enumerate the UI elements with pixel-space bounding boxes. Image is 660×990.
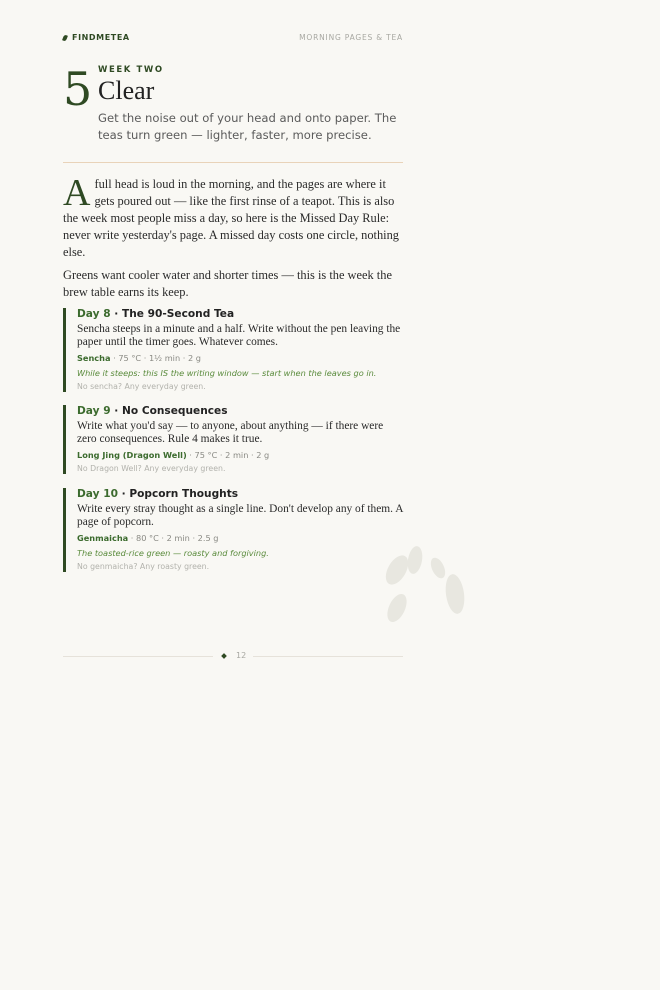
- leaf-icon: [62, 34, 68, 41]
- day-card-9: [63, 405, 403, 474]
- day-title: No Consequences: [122, 405, 228, 417]
- tea-note: While it steeps: this IS the writing window — start when the leaves go in.: [77, 368, 377, 378]
- tea-substitute: No Dragon Well? Any everyday green.: [77, 464, 226, 473]
- chapter-week: WEEK TWO: [98, 65, 164, 75]
- tea-name: Genmaicha: [77, 533, 129, 543]
- day-prompt: Write every stray thought as a single line. Don't develop any of them. A page of popcorn.: [77, 503, 403, 528]
- tea-brew: 80 °C · 2 min · 2.5 g: [135, 533, 219, 543]
- day-card-8: [63, 308, 403, 392]
- chapter-lede: Get the noise out of your head and onto paper. The teas turn green — lighter, faster, more precise.: [98, 111, 397, 142]
- tea-substitute: No genmaicha? Any roasty green.: [77, 562, 210, 571]
- brand[interactable]: [63, 33, 130, 42]
- tea-brew: 75 °C · 2 min · 2 g: [194, 450, 270, 460]
- footer-rule: [253, 656, 403, 657]
- tea-brew: 75 °C · 1½ min · 2 g: [118, 353, 201, 363]
- day-prompt: Sencha steeps in a minute and a half. Write without the pen leaving the paper until the timer goes. Whatever comes.: [77, 323, 401, 348]
- day-heading: Day 8 · The 90-Second Tea: [77, 308, 235, 320]
- tea-note: The toasted-rice green — roasty and forgiving.: [77, 548, 269, 558]
- day-title: Popcorn Thoughts: [129, 488, 239, 500]
- day-number: Day 9: [77, 405, 111, 417]
- chapter-title: Clear: [98, 76, 155, 105]
- diamond-icon: [221, 653, 227, 659]
- footer-rule: [63, 656, 213, 657]
- day-number: Day 10: [77, 488, 118, 500]
- page-number: 12: [236, 651, 247, 660]
- tea-spec: Long Jing (Dragon Well) · 75 °C · 2 min · 2 g: [77, 450, 270, 460]
- chapter-number: 5: [63, 62, 93, 116]
- tea-name: Long Jing (Dragon Well): [77, 450, 187, 460]
- page-footer: [63, 650, 403, 662]
- day-prompt: Write what you'd say — to anyone, about anything — if there were zero consequences. Rule 4 makes it true.: [77, 420, 384, 445]
- drop-cap: A: [63, 172, 91, 214]
- tea-leaves-icon: [383, 542, 473, 632]
- tea-spec: Genmaicha · 80 °C · 2 min · 2.5 g: [77, 533, 219, 543]
- divider: [63, 162, 403, 163]
- paragraph: [63, 172, 403, 261]
- day-card-10: [63, 488, 403, 572]
- day-heading: Day 10 · Popcorn Thoughts: [77, 488, 239, 500]
- running-title: MORNING PAGES & TEA: [299, 33, 403, 42]
- body-text: [63, 172, 403, 307]
- day-heading: Day 9 · No Consequences: [77, 405, 228, 417]
- tea-name: Sencha: [77, 353, 111, 363]
- tea-substitute: No sencha? Any everyday green.: [77, 382, 206, 391]
- day-number: Day 8: [77, 308, 111, 320]
- paragraph-text: full head is loud in the morning, and the pages are where it gets poured out — like the first rinse of a teapot. This is also the week most people miss a day, so here is the Missed Day Rule: never write yesterday's page. A missed day costs one circle, nothing else.: [63, 177, 399, 259]
- day-title: The 90-Second Tea: [122, 308, 235, 320]
- paragraph: Greens want cooler water and shorter times — this is the week the brew table earns its keep.: [63, 268, 392, 299]
- tea-spec: Sencha · 75 °C · 1½ min · 2 g: [77, 353, 201, 363]
- brand-name: FINDMETEA: [72, 33, 130, 42]
- page-header: [63, 33, 403, 45]
